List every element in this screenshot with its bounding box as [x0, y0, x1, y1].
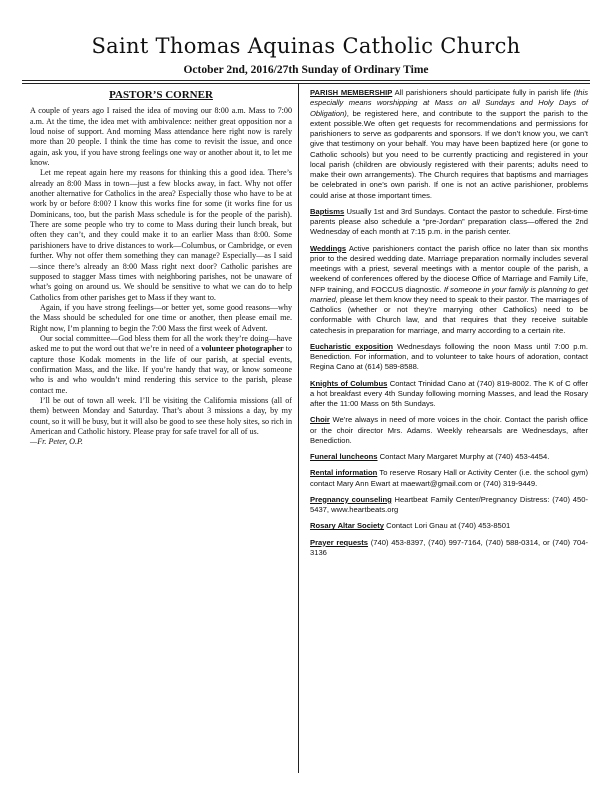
church-name-title: Saint Thomas Aquinas Catholic Church [91, 34, 521, 58]
info-section [310, 495, 588, 516]
date-line: October 2nd, 2016/27th Sunday of Ordinary Time [183, 64, 429, 76]
volunteer-photographer-emphasis: volunteer photographer [201, 344, 284, 354]
pastor-signature: —Fr. Peter, O.P. [30, 437, 83, 447]
section-text: Wednesdays following the noon Mass until 7:00 p.m. Benediction. For information, and to volunteer to take hours of adoration, contact Regina Cano at (614) 589-8588. [310, 341, 588, 372]
info-section [310, 521, 588, 531]
section-heading: Choir [310, 415, 330, 425]
corner-paragraph-1: A couple of years ago I raised the idea of moving our 8:00 a.m. Mass to 7:00 a.m. At the time, the idea met with ambivalence: neither great opposition nor a loud noise of support. And morning Mass attendance here right now is rarely more than 20 people. I think the time has come to revisit the issue, and once again, ask you, if you have strong feelings one way or another about it, to let me know. [30, 106, 292, 168]
header-rule-bottom [22, 83, 590, 84]
section-heading: Funeral luncheons [310, 452, 378, 461]
section-heading: Prayer requests [310, 537, 369, 547]
section-text: Contact Lori Gnau at (740) 453-8501 [384, 521, 511, 531]
corner-paragraph-5: I’ll be out of town all week. I’ll be visiting the California missions (all of them) between Monday and Saturday. That’s about 3 missions a day, by my count, so it will be busy, but it will also be good to see these holy sites, so rich in American and Catholic history. Please pray for safe travel for all of us. [30, 395, 292, 436]
info-section [310, 342, 588, 373]
info-section [310, 452, 588, 462]
section-heading: Rosary Altar Society [310, 521, 384, 531]
section-text: Usually 1st and 3rd Sundays. Contact the pastor to schedule. First-time parents please also schedule a “pre-Jordan” preparation class—offered the 2nd Wednesday of each month at 7:15 p.m. in the parish center. [310, 206, 588, 237]
info-section [310, 207, 588, 238]
section-heading: Weddings [310, 243, 347, 253]
corner-p4-text-b: to capture those Kodak moments in the life of our parish, at special events, confirmation Mass, and the like. If you’re handy that way, or know someone who is and who wouldn’t mind rendering this service to the parish, please contact me. [30, 344, 292, 395]
section-italic-text: If someone in your family is planning to get married, [310, 284, 588, 304]
section-text: Heartbeat Family Center/Pregnancy Distress: (740) 450-5437, www.heartbeats.org [310, 494, 588, 514]
corner-paragraph-4 [30, 334, 292, 396]
corner-paragraph-2: Let me repeat again here my reasons for thinking this a good idea. There’s already an 8:00 Mass in town—just a few blocks away, in fact. Why not offer another alternative for Catholics in the area? Especially those who have to be at work by or before 8:00? I know this works fine for some (it works fine for us Dominicans, too, but the parish Mass schedule is for the people of the parish). There are some people who try to come to Mass during their lunch break, but often they can’t, and they could make it to an earlier Mass than 8:00. Some parishioners have to drive distances to work—Columbus, or Cambridge, or even further. Why not offer them something they can manage? Especially—as I said—since there’s already an 8:00 Mass right next door? Catholic parishes are supposed to stagger Mass times with neighboring parishes, not be unaware of what’s going on around us. We should be sensitive to what we can do to help Catholics from other parishes get to Mass if they want to. [30, 168, 292, 302]
section-heading: Knights of Columbus [310, 378, 388, 388]
section-text-continued: , be registered here, and contribute to the support the parish to the extent possible.We often get requests for recommendations and permissions for parishioners to serve as godparents and sponsors. If we don’t know you, we can’t give that testimony on your behalf. You may have been baptized here (or gone to Catholic schools) but you need to be currently practicing and registered in your local parish (children are obviously registered with their parents; adults need to make their own arrangements). The Church requires that baptisms and marriages be celebrated in one’s own parish. If one is not an active parishioner, problems could arise at those important times. [310, 108, 588, 200]
section-text: To reserve Rosary Hall or Activity Center (i.e. the school gym) contact Mary Ann Ewart at maewart@gmail.com or (740) 319-9449. [310, 468, 588, 488]
info-section [310, 244, 588, 336]
section-heading: Pregnancy counseling [310, 494, 392, 504]
column-divider [298, 83, 299, 773]
section-heading: Rental information [310, 468, 378, 478]
parish-info-column [310, 88, 588, 564]
corner-p4-text-a: Our social committee—God bless them for all the work they’re doing—have asked me to put the word out that we’re in need of a [30, 333, 292, 354]
info-section [310, 379, 588, 410]
pastors-corner-title: PASTOR’S CORNER [109, 89, 213, 101]
section-text: Contact Trinidad Cano at (740) 819-8002. The K of C offer a hot breakfast every 4th Sunday following morning Masses, and lead the Rosary after the 11:00 Mass on 5th Sundays. [310, 378, 588, 408]
info-section [310, 468, 588, 489]
info-section [310, 88, 588, 201]
section-heading: PARISH MEMBERSHIP [310, 88, 393, 97]
section-text-continued: please let them know they need to speak to their pastor. The marriages of Catholics (whether or not they’re marrying other Catholics) need to be conformable with Church law, and that requires that they receive suitable catechesis in preparation for marriage, and marry according to a certain rite. [310, 294, 588, 335]
section-text: We’re always in need of more voices in the choir. Contact the parish office or the choir director Mrs. Adams. Weekly rehearsals are Wednesdays, after Benediction. [310, 415, 588, 445]
corner-paragraph-3: Again, if you have strong feelings—or better yet, some good reasons—why the Mass should be scheduled for one time or another, then please email me. Right now, I’m planning to begin the 7:00 Mass the first week of Advent. [30, 302, 292, 333]
info-section [310, 415, 588, 446]
section-heading: Baptisms [310, 206, 345, 216]
pastors-corner-column [30, 90, 292, 448]
section-text: Active parishioners contact the parish office no later than six months prior to the desired wedding date. Marriage preparation normally includes several meetings with a priest, several meetings with a mentor couple of the parish, a weekend of conferences offered by the diocese Office of Marriage and Family Life, NFP training, and FOCCUS diagnostic. [310, 243, 588, 294]
section-text: (740) 453-8397, (740) 997-7164, (740) 588-0314, or (740) 704-3136 [310, 537, 588, 557]
section-text: All parishioners should participate fully in parish life [392, 88, 574, 97]
section-heading: Eucharistic exposition [310, 341, 393, 351]
section-text: Contact Mary Margaret Murphy at (740) 453-4454. [377, 452, 550, 461]
header-rule-top [22, 80, 590, 81]
info-section [310, 538, 588, 559]
section-italic-text: (this especially means worshipping at Mass on all Sundays and Holy Days of Obligation) [310, 88, 588, 118]
